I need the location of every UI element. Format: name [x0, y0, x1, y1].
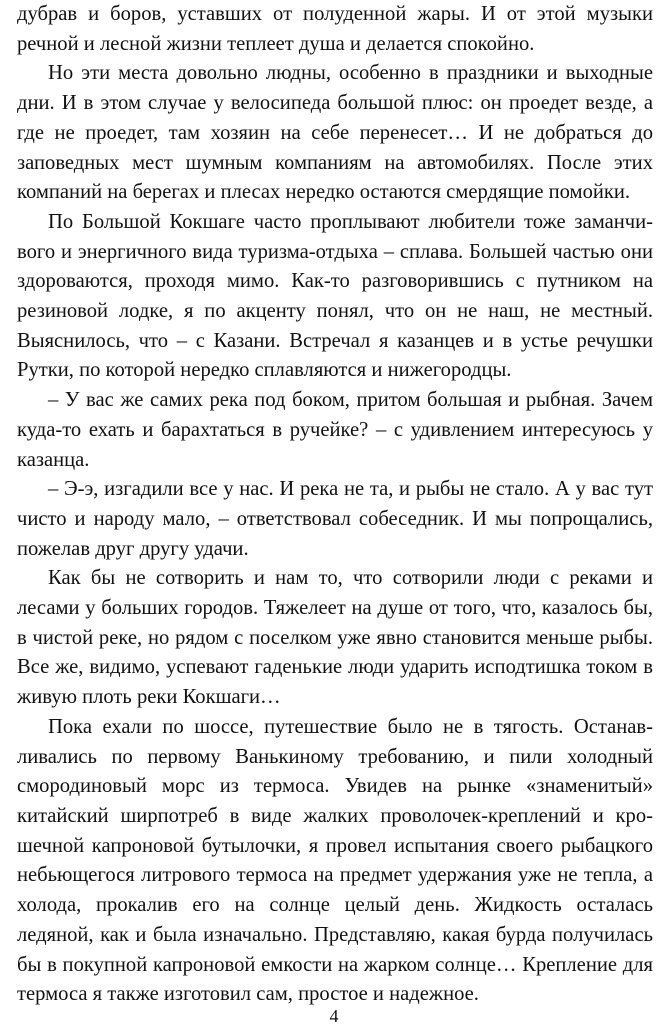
- paragraph-3: По Большой Кокшаге часто проплывают любители тоже заманчивого и энергичного вида туризма-отдыха – сплава. Большей частью они здороваются, проходя мимо. Как-то разговорившись с путником на резиновой лодке, я по акценту понял, что он не наш, не местный. Выяснилось, что – с Казани. Встречал я казанцев и в устье речушки Рутки, по которой нередко сплавляются и нижегородцы.: [17, 210, 653, 382]
- paragraph-2: Но эти места довольно людны, особенно в праздники и выходные дни. И в этом случае у велосипеда большой плюс: он проедет везде, а где не проедет, там хозяин на себе перенесет… И не добраться до заповедных мест шумным компаниям на автомобилях. После этих компаний на берегах и плесах нередко остаются смердящие помойки.: [17, 62, 653, 204]
- paragraph-7: Пока ехали по шоссе, путешествие было не в тягость. Останавливались по первому Ванькиному требованию, и пили холодный смородиновый морс из термоса. Увидев на рынке «знаменитый» китайский ширпотреб в виде жалких проволочек-креплений и крошечной капроновой бутылочки, я провел испытания своего рыбацкого небьющегося литрового термоса на предмет удержания уже не тепла, а холода, прокалив его на солнце целый день. Жидкость осталась ледяной, как и была изначально. Представляю, какая бурда получилась бы в покупной капроновой емкости на жарком солнце… Крепление для термоса я также изготовил сам, простое и надежное.: [17, 715, 653, 1006]
- paragraph-6: Как бы не сотворить и нам то, что сотворили люди с реками и лесами у больших городов. Тяжелеет на душе от того, что, казалось бы, в чистой реке, но рядом с поселком уже явно становится меньше рыбы. Все же, видимо, успевают гаденькие люди ударить исподтишка током в живую плоть реки Кокшаги…: [17, 567, 653, 709]
- book-page: [17, 0, 653, 1010]
- page-number: 4: [329, 1006, 339, 1026]
- paragraph-4: – У вас же самих река под боком, притом большая и рыбная. Зачем куда-то ехать и барахтаться в ручейке? – с удивлением интересуюсь у казанца.: [17, 389, 653, 471]
- paragraph-1: дубрав и боров, уставших от полуденной жары. И от этой музыки речной и лесной жизни теплеет душа и делается спокойно.: [17, 3, 653, 55]
- paragraph-5: – Э-э, изгадили все у нас. И река не та, и рыбы не стало. А у вас тут чисто и народу мало, – ответствовал собеседник. И мы попрощались, пожелав друг другу удачи.: [17, 478, 653, 560]
